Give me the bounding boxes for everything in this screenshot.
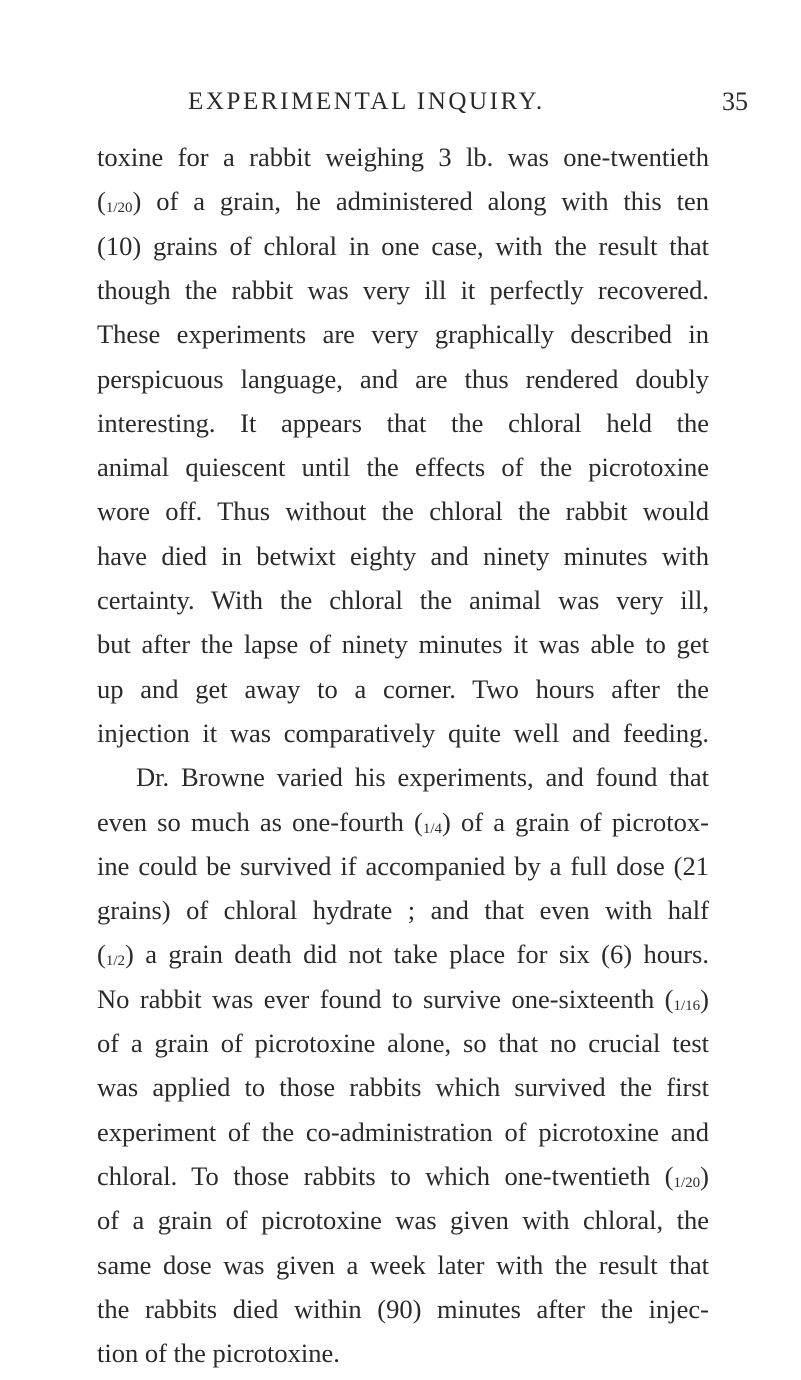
text-line: but after the lapse of ninety minutes it was able to get [97,629,709,660]
text-line: These experiments are very graphically described in [97,319,709,350]
text-line: same dose was given a week later with the result that [97,1249,709,1280]
fraction: 1/4 [422,820,443,837]
text-line: the rabbits died within (90) minutes after the injec- [97,1293,709,1324]
text-line: grains) of chloral hydrate ; and that even with half [97,895,709,926]
text-line: animal quiescent until the effects of the picrotoxine [97,452,709,483]
text-line: of a grain of picrotoxine alone, so that no crucial test [97,1028,709,1058]
text-line: was applied to those rabbits which survived the first [97,1072,709,1103]
text-line: wore off. Thus without the chloral the rabbit would [97,496,709,527]
text-line: Dr. Browne varied his experiments, and found that [136,762,709,793]
fraction: 1/20 [105,200,133,217]
text-line: certainty. With the chloral the animal was very ill, [97,585,709,615]
fraction: 1/16 [673,997,701,1014]
running-head [0,80,801,124]
text-line: ine could be survived if accompanied by a full dose (21 [97,850,709,881]
fraction: 1/20 [673,1174,701,1191]
text-line: chloral. To those rabbits to which one-twentieth (1/20) [97,1160,709,1191]
running-title: EXPERIMENTAL INQUIRY. [188,88,545,115]
text-line: up and get away to a corner. Two hours after the [97,673,709,704]
text-line: tion of the picrotoxine. [97,1338,340,1369]
text-line: No rabbit was ever found to survive one-sixteenth (1/16) [97,983,709,1014]
text-line: of a grain of picrotoxine was given with chloral, the [97,1205,709,1236]
text-line: toxine for a rabbit weighing 3 lb. was one-twentieth [97,142,709,172]
text-line: perspicuous language, and are thus rendered doubly [97,363,709,394]
page-number: 35 [722,87,748,116]
text-line: injection it was comparatively quite well and feeding. [97,717,709,748]
text-line: (10) grains of chloral in one case, with the result that [97,230,709,261]
fraction: 1/2 [105,953,125,970]
text-line: experiment of the co-administration of picrotoxine and [97,1116,709,1147]
text-line: interesting. It appears that the chloral held the [97,407,709,438]
text-line: though the rabbit was very ill it perfectly recovered. [97,274,709,305]
text-line: even so much as one-fourth (1/4) of a grain of picrotox- [97,806,709,837]
text-line: (1/2) a grain death did not take place for six (6) hours. [97,939,709,970]
text-line: have died in betwixt eighty and ninety minutes with [97,540,709,571]
text-line: (1/20) of a grain, he administered along with this ten [97,186,709,217]
